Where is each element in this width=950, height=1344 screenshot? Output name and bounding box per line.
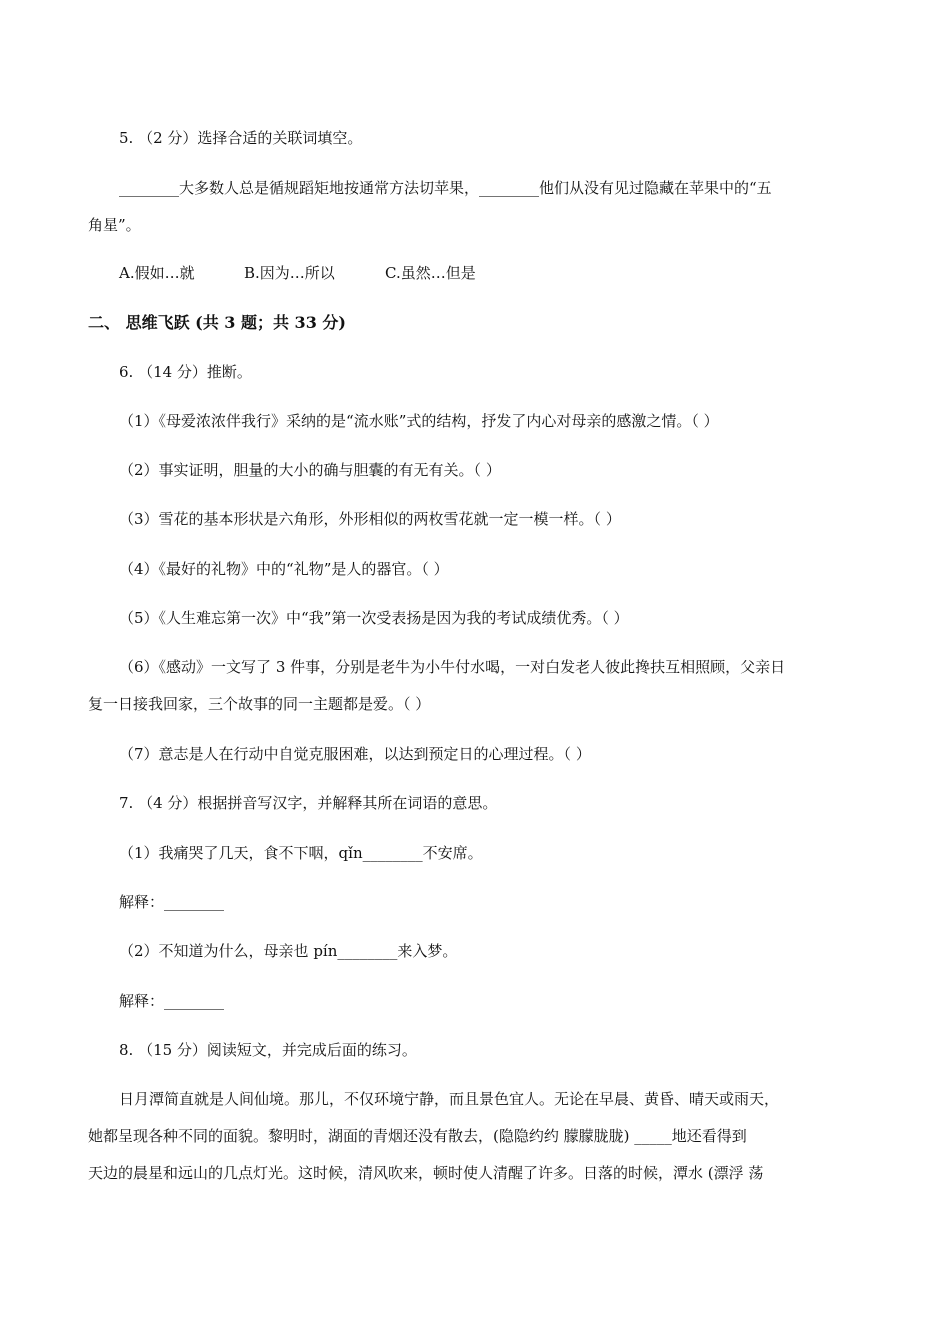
q8-stem: 8. （15 分）阅读短文，并完成后面的练习。	[119, 1041, 417, 1059]
q7-stem: 7. （4 分）根据拼音写汉字，并解释其所在词语的意思。	[119, 794, 498, 812]
q6-item-1: （1）《母爱浓浓伴我行》采纳的是“流水账”式的结构，抒发了内心对母亲的感激之情。（ ）	[119, 412, 719, 430]
q5-stem: 5. （2 分）选择合适的关联词填空。	[119, 129, 363, 147]
q6-item-4: （4）《最好的礼物》中的“礼物”是人的器官。（ ）	[119, 560, 449, 578]
q6-item-3: （3）雪花的基本形状是六角形，外形相似的两枚雪花就一定一模一样。（ ）	[119, 510, 621, 528]
q8-passage-line3: 天边的晨星和远山的几点灯光。这时候，清风吹来，顿时使人清醒了许多。日落的时候，潭水 (漂浮 荡	[88, 1164, 764, 1182]
q5-option-a: A.假如…就	[119, 264, 195, 282]
q5-text-line2: 角星”。	[88, 216, 141, 234]
q8-passage-line2: 她都呈现各种不同的面貌。黎明时，湖面的青烟还没有散去，(隐隐约约 朦朦胧胧) _____地还看得到	[88, 1127, 747, 1145]
q6-item-6-line1: （6）《感动》一文写了 3 件事，分别是老牛为小牛付水喝，一对白发老人彼此搀扶互相照顾，父亲日	[119, 658, 786, 676]
q7-item-1: （1）我痛哭了几天，食不下咽，qǐn________不安席。	[119, 844, 483, 862]
q6-item-7: （7）意志是人在行动中自觉克服困难，以达到预定日的心理过程。（ ）	[119, 745, 591, 763]
q7-explain-2: 解释：________	[119, 992, 225, 1010]
q5-option-c: C.虽然…但是	[385, 264, 476, 282]
q6-item-6-line2: 复一日接我回家，三个故事的同一主题都是爱。（ ）	[88, 695, 431, 713]
q7-item-2: （2）不知道为什么，母亲也 pín________来入梦。	[119, 942, 458, 960]
q5-text-line1: ________大多数人总是循规蹈矩地按通常方法切苹果，________他们从没有见过隐藏在苹果中的“五	[119, 179, 772, 197]
q6-stem: 6. （14 分）推断。	[119, 363, 252, 381]
q6-item-5: （5）《人生难忘第一次》中“我”第一次受表扬是因为我的考试成绩优秀。（ ）	[119, 609, 629, 627]
q7-explain-1: 解释：________	[119, 893, 225, 911]
q6-item-2: （2）事实证明，胆量的大小的确与胆囊的有无有关。（ ）	[119, 461, 501, 479]
q8-passage-line1: 日月潭简直就是人间仙境。那儿，不仅环境宁静，而且景色宜人。无论在早晨、黄昏、晴天或雨天，	[119, 1090, 780, 1108]
section2-heading: 二、 思维飞跃 (共 3 题；共 33 分)	[88, 313, 346, 332]
q5-option-b: B.因为…所以	[244, 264, 335, 282]
